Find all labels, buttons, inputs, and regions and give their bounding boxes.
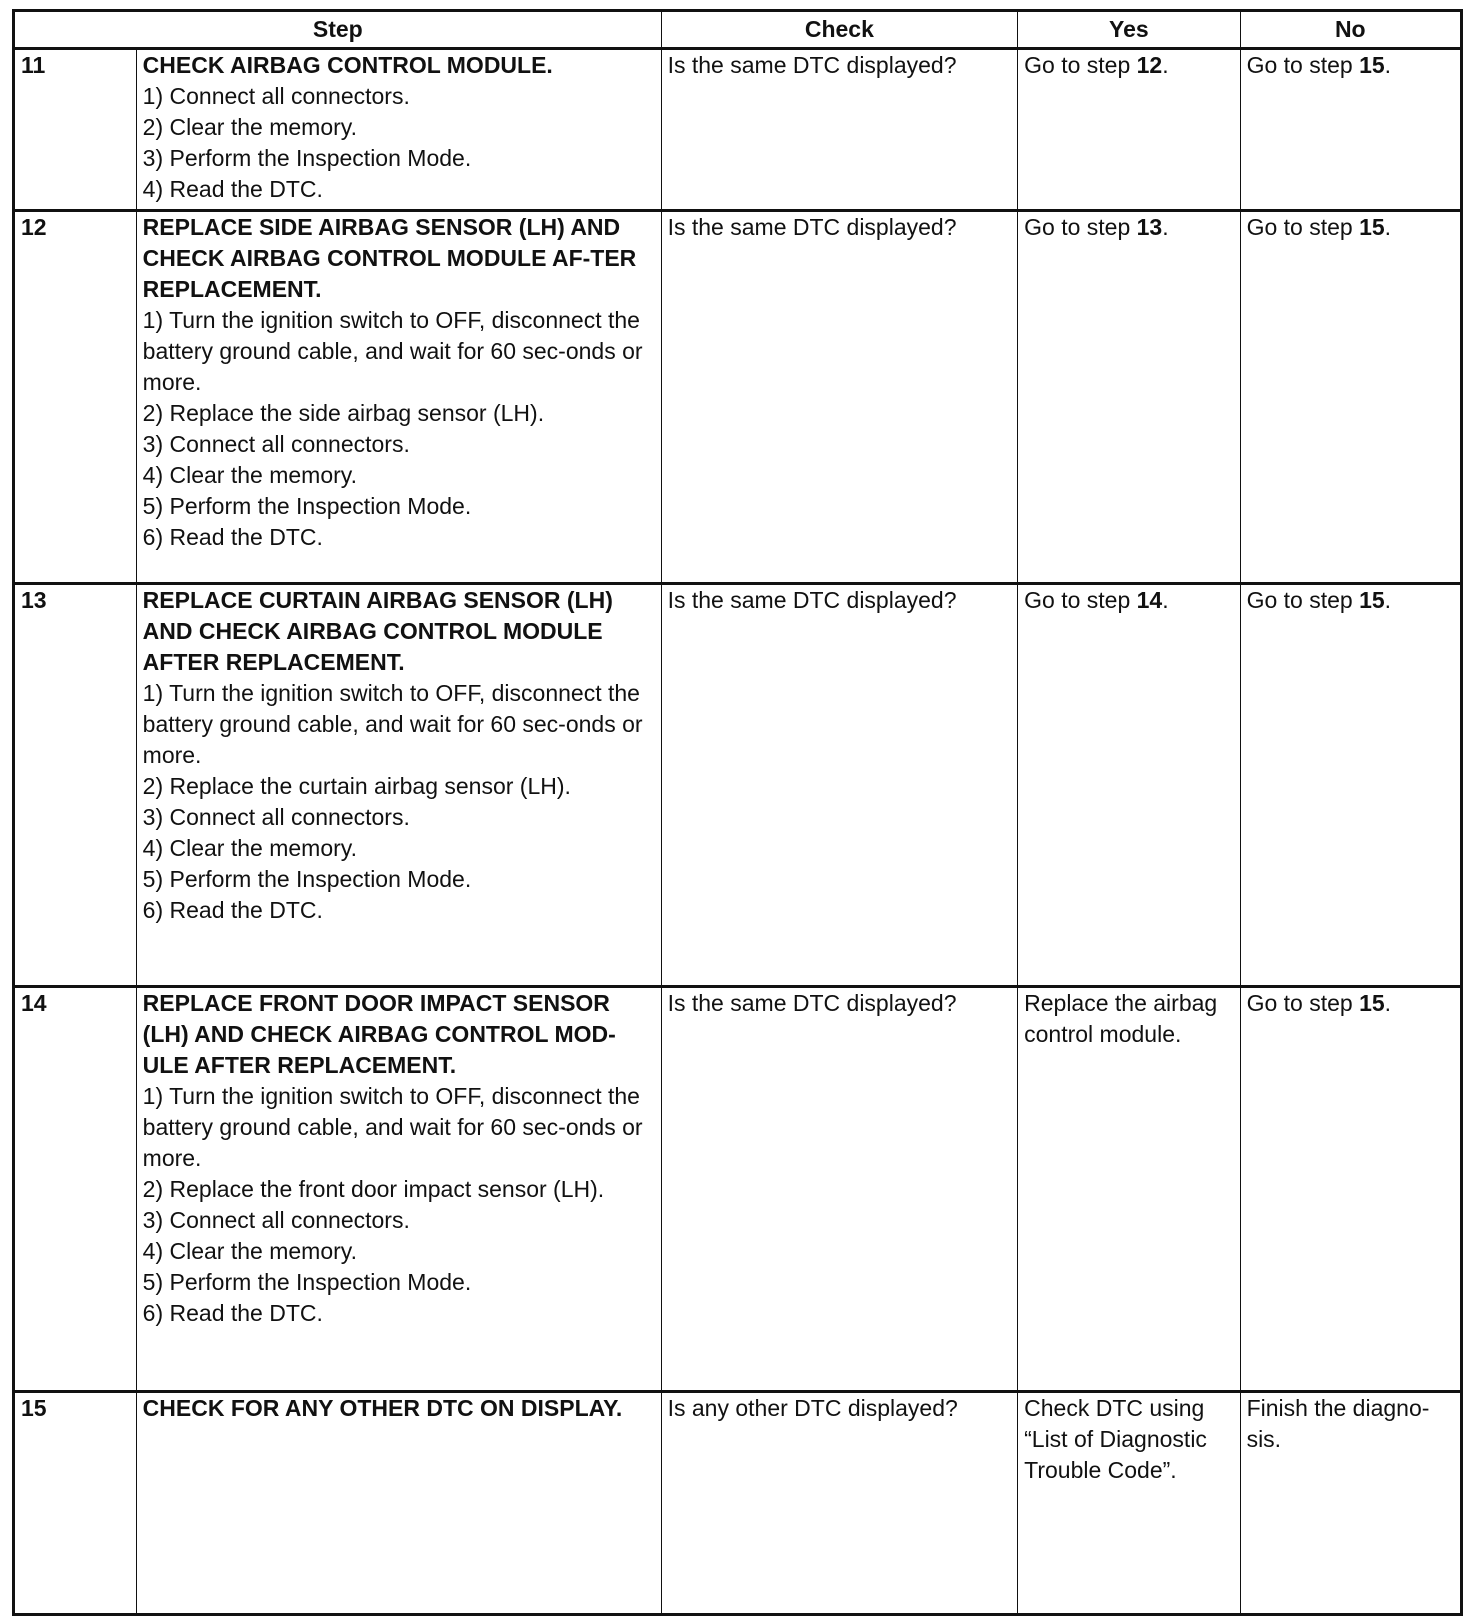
no-suffix: . — [1384, 52, 1392, 78]
substep: 5) Perform the Inspection Mode. — [142, 865, 472, 892]
no-step-ref: 15 — [1359, 213, 1385, 240]
no-suffix: . — [1384, 213, 1392, 240]
substep: 4) Clear the memory. — [142, 461, 357, 488]
table-row — [14, 986, 1462, 1391]
substep: 2) Clear the memory. — [142, 114, 357, 140]
header-row — [14, 11, 1462, 49]
check-cell: Is the same DTC displayed? — [661, 583, 1018, 986]
yes-suffix: . — [1162, 213, 1169, 240]
substep: 5) Perform the Inspection Mode. — [142, 492, 472, 519]
yes-step-ref: 13 — [1136, 213, 1163, 240]
yes-prefix: Go to step — [1024, 586, 1137, 613]
yes-cell: Check DTC using “List of Diagnostic Trouble Code”. — [1018, 1392, 1240, 1615]
no-prefix: Go to step — [1246, 989, 1360, 1016]
table-row — [14, 49, 1462, 211]
header-step: Step — [14, 11, 662, 49]
substep: 2) Replace the side airbag sensor (LH). — [142, 399, 545, 426]
substep: 2) Replace the curtain airbag sensor (LH). — [142, 772, 571, 799]
step-cell — [136, 1392, 661, 1615]
step-cell — [136, 986, 661, 1391]
step-number: 14 — [14, 986, 137, 1391]
step-title: CHECK FOR ANY OTHER DTC ON DISPLAY. — [142, 1395, 623, 1421]
substep: 6) Read the DTC. — [142, 523, 323, 550]
yes-suffix: . — [1162, 52, 1169, 78]
no-cell — [1240, 986, 1461, 1391]
no-prefix: Go to step — [1246, 52, 1360, 78]
yes-cell — [1018, 583, 1240, 986]
check-cell: Is the same DTC displayed? — [661, 210, 1018, 583]
table-row — [14, 1392, 1462, 1615]
substep: 3) Connect all connectors. — [142, 803, 410, 830]
header-check: Check — [661, 11, 1018, 49]
no-prefix: Go to step — [1246, 213, 1360, 240]
substep: 2) Replace the front door impact sensor (LH). — [142, 1175, 605, 1202]
no-step-ref: 15 — [1359, 586, 1385, 613]
header-no: No — [1240, 11, 1461, 49]
substep: 1) Connect all connectors. — [142, 83, 410, 109]
diagnostic-table — [12, 9, 1463, 1616]
no-prefix: Go to step — [1246, 586, 1360, 613]
yes-cell: Replace the airbag control module. — [1018, 986, 1240, 1391]
check-cell: Is the same DTC displayed? — [661, 49, 1018, 211]
check-cell: Is the same DTC displayed? — [661, 986, 1018, 1391]
table-row — [14, 583, 1462, 986]
substep: 3) Perform the Inspection Mode. — [142, 145, 472, 171]
substep: 4) Clear the memory. — [142, 834, 357, 861]
step-cell — [136, 583, 661, 986]
substep: 1) Turn the ignition switch to OFF, disconnect the battery ground cable, and wait for 60 sec-onds or more. — [142, 306, 643, 395]
step-cell — [136, 49, 661, 211]
yes-cell — [1018, 49, 1240, 211]
substep: 4) Clear the memory. — [142, 1237, 357, 1264]
no-step-ref: 15 — [1359, 52, 1385, 78]
no-suffix: . — [1384, 586, 1392, 613]
header-yes: Yes — [1018, 11, 1240, 49]
step-number: 13 — [14, 583, 137, 986]
step-number: 15 — [14, 1392, 137, 1615]
yes-prefix: Go to step — [1024, 52, 1137, 78]
substep: 6) Read the DTC. — [142, 1299, 323, 1326]
no-cell — [1240, 583, 1461, 986]
yes-step-ref: 14 — [1136, 586, 1163, 613]
yes-step-ref: 12 — [1136, 52, 1163, 78]
no-step-ref: 15 — [1359, 989, 1385, 1016]
step-title: CHECK AIRBAG CONTROL MODULE. — [142, 52, 553, 78]
yes-cell — [1018, 210, 1240, 583]
table-row — [14, 210, 1462, 583]
step-number: 12 — [14, 210, 137, 583]
step-title: REPLACE CURTAIN AIRBAG SENSOR (LH) AND CHECK AIRBAG CONTROL MODULE AFTER REPLACEMENT. — [142, 586, 613, 675]
substep: 1) Turn the ignition switch to OFF, disconnect the battery ground cable, and wait for 60 sec-onds or more. — [142, 679, 643, 768]
no-suffix: . — [1384, 989, 1392, 1016]
no-cell: Finish the diagno-sis. — [1240, 1392, 1461, 1615]
substep: 1) Turn the ignition switch to OFF, disconnect the battery ground cable, and wait for 60 sec-onds or more. — [142, 1082, 643, 1171]
step-title: REPLACE FRONT DOOR IMPACT SENSOR (LH) AND CHECK AIRBAG CONTROL MOD-ULE AFTER REPLACEMENT. — [142, 989, 616, 1078]
step-number: 11 — [14, 49, 137, 211]
step-title: REPLACE SIDE AIRBAG SENSOR (LH) AND CHECK AIRBAG CONTROL MODULE AF-TER REPLACEMENT. — [142, 213, 637, 302]
no-cell — [1240, 210, 1461, 583]
yes-prefix: Go to step — [1024, 213, 1137, 240]
substep: 3) Connect all connectors. — [142, 1206, 410, 1233]
substep: 3) Connect all connectors. — [142, 430, 410, 457]
substep: 6) Read the DTC. — [142, 896, 323, 923]
yes-suffix: . — [1162, 586, 1169, 613]
no-cell — [1240, 49, 1461, 211]
check-cell: Is any other DTC displayed? — [661, 1392, 1018, 1615]
substep: 5) Perform the Inspection Mode. — [142, 1268, 472, 1295]
substep: 4) Read the DTC. — [142, 176, 323, 202]
step-cell — [136, 210, 661, 583]
